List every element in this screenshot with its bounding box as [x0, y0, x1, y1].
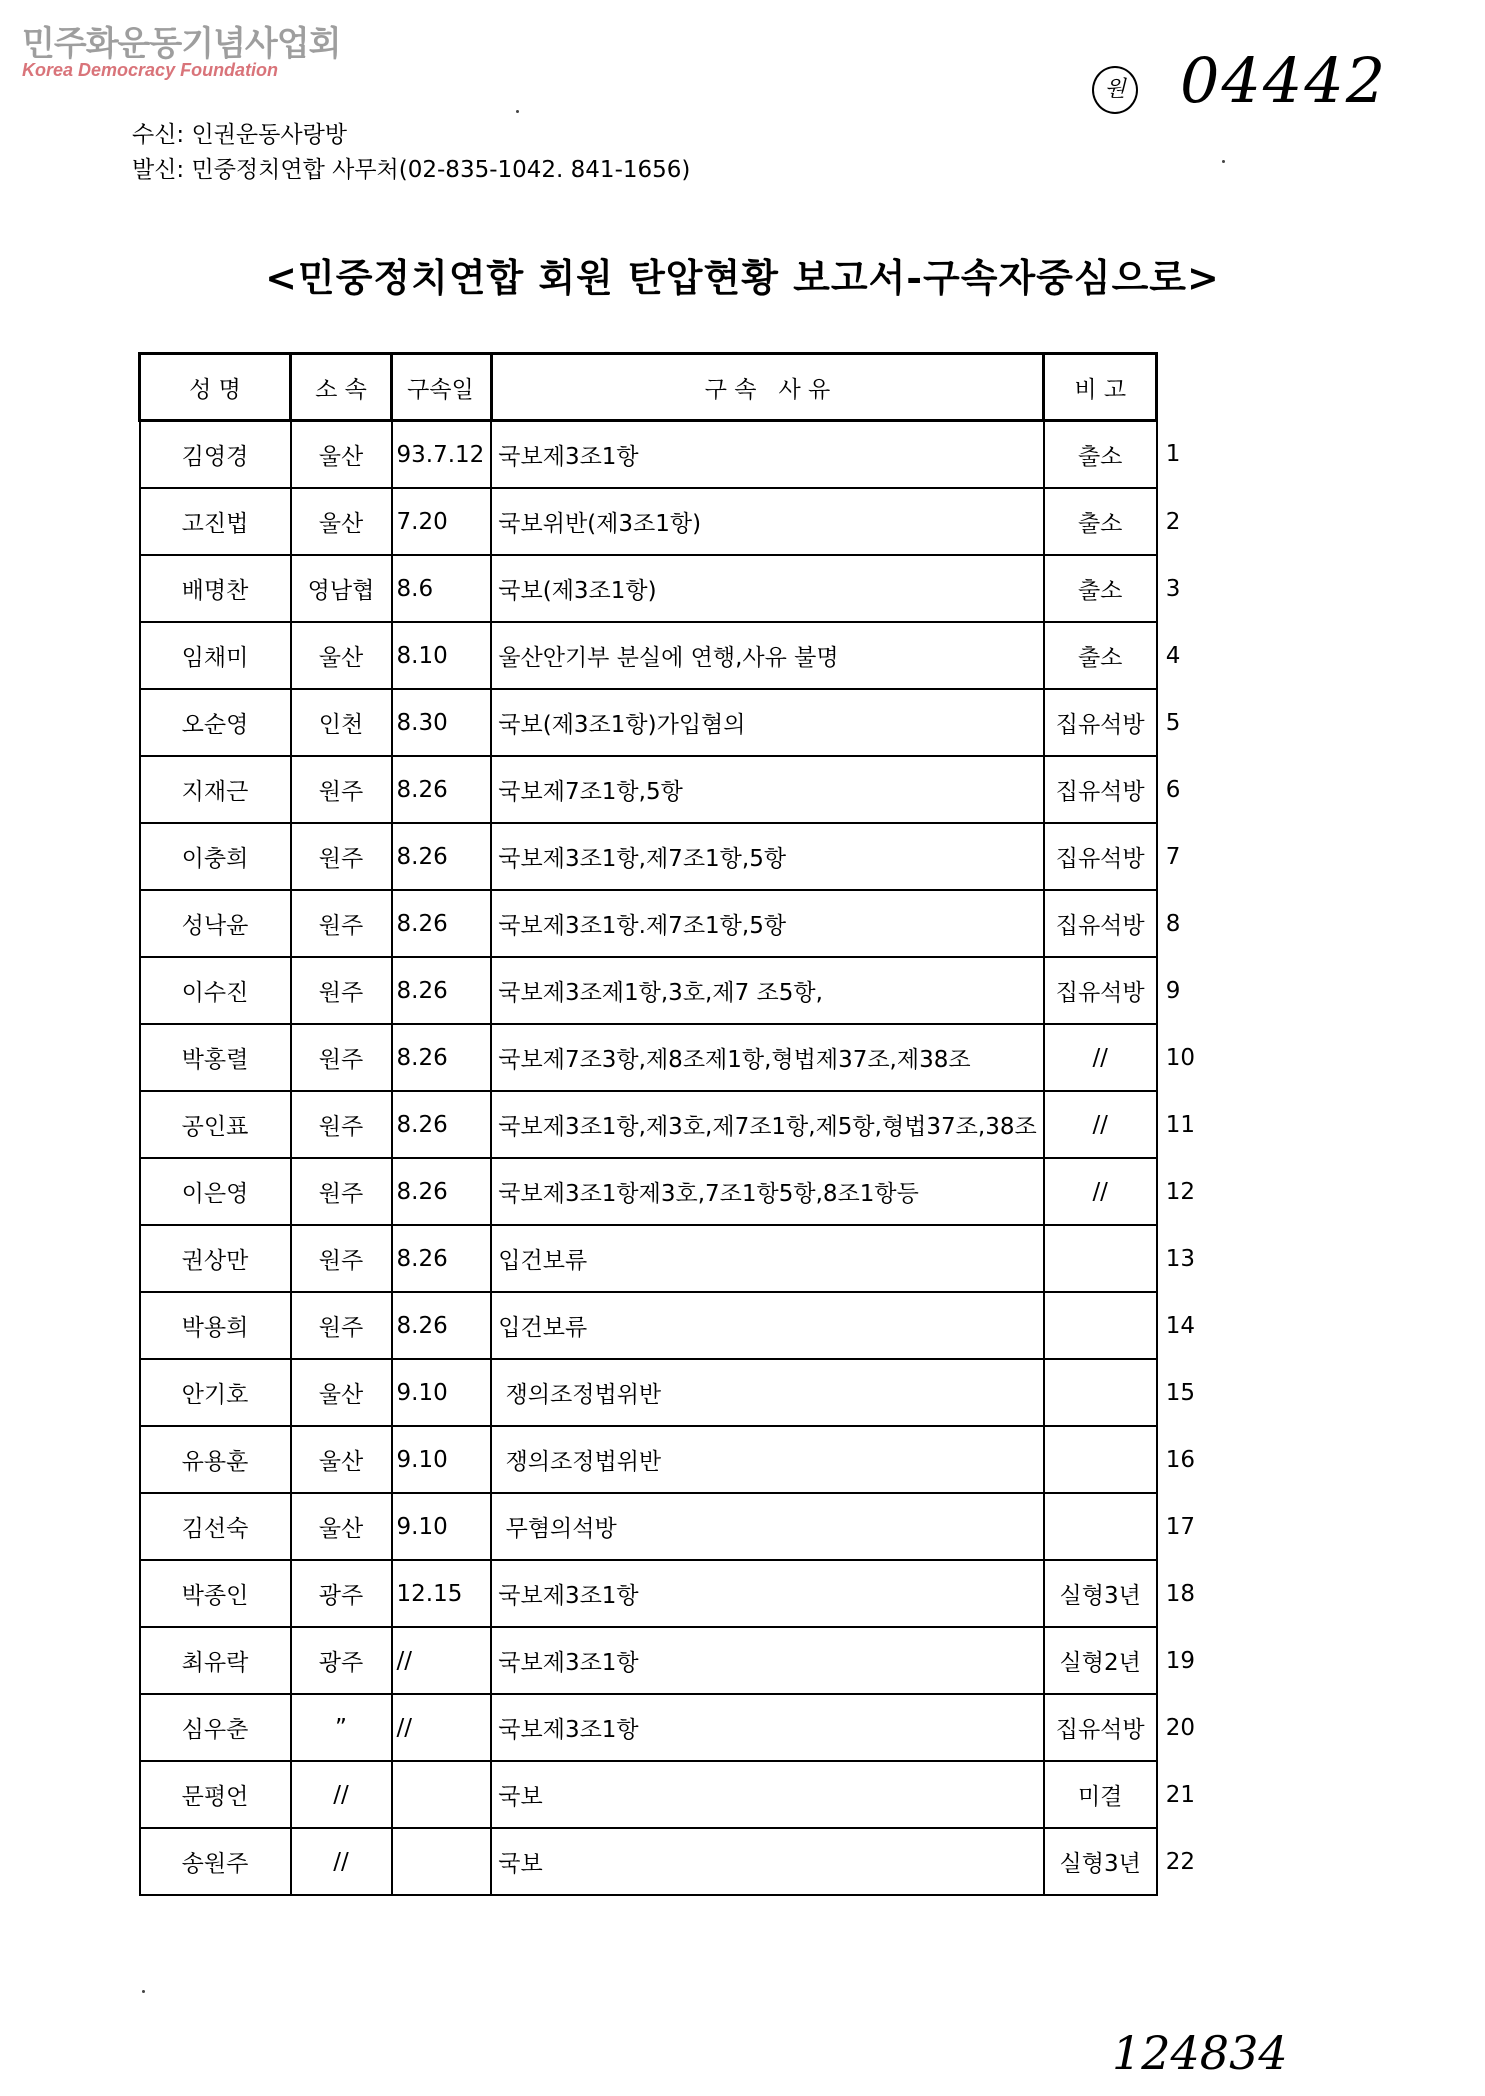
table-header-row	[140, 354, 1213, 421]
cell-arrest-date: 8.26	[392, 1091, 492, 1158]
cell-note: 출소	[1044, 421, 1157, 489]
table-row	[140, 1292, 1213, 1359]
cell-name: 박종인	[140, 1560, 291, 1627]
cell-name: 박홍렬	[140, 1024, 291, 1091]
cell-arrest-date: 8.6	[392, 555, 492, 622]
cell-affiliation: 원주	[291, 957, 392, 1024]
cell-note	[1044, 1426, 1157, 1493]
table-row	[140, 689, 1213, 756]
cell-affiliation: 원주	[291, 890, 392, 957]
cell-arrest-date	[392, 1761, 492, 1828]
cell-name: 공인표	[140, 1091, 291, 1158]
table-row	[140, 622, 1213, 689]
table-row	[140, 1560, 1213, 1627]
row-index: 22	[1165, 1848, 1195, 1875]
cell-affiliation: //	[291, 1828, 392, 1895]
table-row	[140, 756, 1213, 823]
row-index: 2	[1165, 508, 1181, 535]
cell-note: 실형3년	[1044, 1828, 1157, 1895]
cell-affiliation: 울산	[291, 1359, 392, 1426]
cell-arrest-date: 9.10	[392, 1359, 492, 1426]
table-row	[140, 1694, 1213, 1761]
header-name: 성 명	[140, 354, 291, 421]
table-row	[140, 1091, 1213, 1158]
row-index: 19	[1165, 1647, 1195, 1674]
table-row	[140, 1359, 1213, 1426]
cell-name: 김선숙	[140, 1493, 291, 1560]
cell-arrest-date: 9.10	[392, 1426, 492, 1493]
row-index: 18	[1165, 1580, 1195, 1607]
cell-affiliation: 원주	[291, 756, 392, 823]
cell-name: 김영경	[140, 421, 291, 489]
cell-arrest-date: 8.26	[392, 1158, 492, 1225]
cell-name: 안기호	[140, 1359, 291, 1426]
cell-name: 이은영	[140, 1158, 291, 1225]
row-index: 15	[1165, 1379, 1195, 1406]
table-row	[140, 1158, 1213, 1225]
cell-reason: 국보	[491, 1761, 1043, 1828]
cell-name: 성낙윤	[140, 890, 291, 957]
cell-name: 배명찬	[140, 555, 291, 622]
table-row	[140, 1493, 1213, 1560]
table-row	[140, 1828, 1213, 1895]
cell-affiliation: 광주	[291, 1560, 392, 1627]
cell-affiliation: 원주	[291, 1225, 392, 1292]
stamp-mark: 원	[1092, 66, 1138, 114]
cell-affiliation: 울산	[291, 622, 392, 689]
cell-note	[1044, 1292, 1157, 1359]
table-row	[140, 488, 1213, 555]
cell-affiliation: 광주	[291, 1627, 392, 1694]
table-row	[140, 1024, 1213, 1091]
scan-speck	[142, 1990, 145, 1993]
cell-arrest-date: 8.26	[392, 890, 492, 957]
cell-note: 집유석방	[1044, 957, 1157, 1024]
header-note: 비 고	[1044, 354, 1157, 421]
row-index: 12	[1165, 1178, 1195, 1205]
cell-reason: 국보제3조1항	[491, 1694, 1043, 1761]
row-index: 8	[1165, 910, 1181, 937]
cell-reason: 국보제3조제1항,3호,제7 조5항,	[491, 957, 1043, 1024]
cell-reason: 쟁의조정법위반	[491, 1359, 1043, 1426]
cell-affiliation: 원주	[291, 1158, 392, 1225]
cell-arrest-date: 8.26	[392, 957, 492, 1024]
cell-arrest-date	[392, 1828, 492, 1895]
cell-affiliation: 울산	[291, 1426, 392, 1493]
cell-arrest-date: 7.20	[392, 488, 492, 555]
cell-reason: 국보제3조1항,제7조1항,5항	[491, 823, 1043, 890]
cell-arrest-date: 9.10	[392, 1493, 492, 1560]
row-index: 6	[1165, 776, 1181, 803]
cell-reason: 국보위반(제3조1항)	[491, 488, 1043, 555]
cell-name: 문평언	[140, 1761, 291, 1828]
cell-note: 집유석방	[1044, 823, 1157, 890]
cell-reason: 입건보류	[491, 1225, 1043, 1292]
row-index: 11	[1165, 1111, 1195, 1138]
header-reason: 구 속 사 유	[491, 354, 1043, 421]
cell-note: 집유석방	[1044, 689, 1157, 756]
row-index: 14	[1165, 1312, 1195, 1339]
cell-note	[1044, 1225, 1157, 1292]
cell-note: 실형2년	[1044, 1627, 1157, 1694]
table-row	[140, 555, 1213, 622]
cell-name: 유용훈	[140, 1426, 291, 1493]
row-index: 7	[1165, 843, 1181, 870]
cell-reason: 국보	[491, 1828, 1043, 1895]
cell-affiliation: 인천	[291, 689, 392, 756]
row-index: 4	[1165, 642, 1181, 669]
table-row	[140, 1426, 1213, 1493]
cell-reason: 입건보류	[491, 1292, 1043, 1359]
table-row	[140, 421, 1213, 489]
cell-name: 임채미	[140, 622, 291, 689]
cell-affiliation: 영남협	[291, 555, 392, 622]
table-row	[140, 1627, 1213, 1694]
cell-note: 출소	[1044, 555, 1157, 622]
detainee-table	[138, 352, 1214, 1896]
sender-line: 발신: 민중정치연합 사무처(02-835-1042. 841-1656)	[132, 157, 691, 183]
cell-note: //	[1044, 1091, 1157, 1158]
cell-name: 박용희	[140, 1292, 291, 1359]
foundation-logo-english: Korea Democracy Foundation	[22, 60, 279, 80]
cell-note: //	[1044, 1158, 1157, 1225]
foundation-logo-korean: 민주화운동기념사업회	[22, 24, 341, 64]
cell-affiliation: ”	[291, 1694, 392, 1761]
cell-name: 심우춘	[140, 1694, 291, 1761]
cell-name: 지재근	[140, 756, 291, 823]
header-affiliation: 소 속	[291, 354, 392, 421]
scan-speck	[516, 110, 519, 113]
table-row	[140, 1225, 1213, 1292]
cell-reason: 국보제3조1항제3호,7조1항5항,8조1항등	[491, 1158, 1043, 1225]
row-index: 10	[1165, 1044, 1195, 1071]
cell-note: //	[1044, 1024, 1157, 1091]
cell-note: 실형3년	[1044, 1560, 1157, 1627]
handwritten-document-number: 04442	[1180, 44, 1388, 117]
cell-reason: 무혐의석방	[491, 1493, 1043, 1560]
handwritten-page-number: 124834	[1112, 2026, 1288, 2080]
cell-reason: 국보제3조1항.제7조1항,5항	[491, 890, 1043, 957]
scan-speck	[1222, 160, 1225, 163]
row-index: 21	[1165, 1781, 1195, 1808]
row-index: 9	[1165, 977, 1181, 1004]
cell-arrest-date: 8.26	[392, 1024, 492, 1091]
cell-reason: 국보제3조1항,제3호,제7조1항,제5항,형법37조,38조	[491, 1091, 1043, 1158]
cell-arrest-date: 8.26	[392, 1292, 492, 1359]
cell-note: 출소	[1044, 622, 1157, 689]
cell-reason: 국보제7조3항,제8조제1항,형법제37조,제38조	[491, 1024, 1043, 1091]
cell-arrest-date: 8.30	[392, 689, 492, 756]
table-row	[140, 957, 1213, 1024]
row-index: 1	[1165, 441, 1181, 468]
cell-arrest-date: 8.26	[392, 823, 492, 890]
cell-arrest-date: 12.15	[392, 1560, 492, 1627]
row-index: 17	[1165, 1513, 1195, 1540]
cell-affiliation: 원주	[291, 1024, 392, 1091]
row-index: 20	[1165, 1714, 1195, 1741]
cell-name: 오순영	[140, 689, 291, 756]
cell-reason: 국보(제3조1항)	[491, 555, 1043, 622]
cell-affiliation: 원주	[291, 823, 392, 890]
cell-affiliation: 울산	[291, 1493, 392, 1560]
cell-reason: 국보제3조1항	[491, 421, 1043, 489]
cell-affiliation: 울산	[291, 421, 392, 489]
cell-affiliation: 원주	[291, 1091, 392, 1158]
cell-arrest-date: //	[392, 1694, 492, 1761]
cell-affiliation: 울산	[291, 488, 392, 555]
table-row	[140, 890, 1213, 957]
header-arrest-date: 구속일	[392, 354, 492, 421]
header-index	[1157, 354, 1213, 421]
cell-reason: 국보제7조1항,5항	[491, 756, 1043, 823]
cell-note: 집유석방	[1044, 1694, 1157, 1761]
cell-arrest-date: 8.26	[392, 1225, 492, 1292]
cell-note: 미결	[1044, 1761, 1157, 1828]
row-index: 5	[1165, 709, 1181, 736]
cell-name: 최유락	[140, 1627, 291, 1694]
cell-reason: 국보제3조1항	[491, 1560, 1043, 1627]
cell-arrest-date: 8.26	[392, 756, 492, 823]
cell-arrest-date: 8.10	[392, 622, 492, 689]
table-body	[140, 421, 1213, 1896]
cell-name: 권상만	[140, 1225, 291, 1292]
cell-reason: 울산안기부 분실에 연행,사유 불명	[491, 622, 1043, 689]
document-title: <민중정치연합 회원 탄압현황 보고서-구속자중심으로>	[265, 255, 1220, 300]
cell-arrest-date: //	[392, 1627, 492, 1694]
cell-note: 집유석방	[1044, 890, 1157, 957]
row-index: 3	[1165, 575, 1181, 602]
cell-note	[1044, 1359, 1157, 1426]
cell-note: 출소	[1044, 488, 1157, 555]
cell-note: 집유석방	[1044, 756, 1157, 823]
cell-name: 고진법	[140, 488, 291, 555]
cell-name: 이수진	[140, 957, 291, 1024]
row-index: 13	[1165, 1245, 1195, 1272]
cell-name: 송원주	[140, 1828, 291, 1895]
table-row	[140, 1761, 1213, 1828]
cell-name: 이충희	[140, 823, 291, 890]
cell-affiliation: //	[291, 1761, 392, 1828]
recipient-line: 수신: 인권운동사랑방	[132, 122, 348, 148]
table-row	[140, 823, 1213, 890]
cell-reason: 국보(제3조1항)가입혐의	[491, 689, 1043, 756]
cell-affiliation: 원주	[291, 1292, 392, 1359]
row-index: 16	[1165, 1446, 1195, 1473]
cell-reason: 국보제3조1항	[491, 1627, 1043, 1694]
cell-note	[1044, 1493, 1157, 1560]
cell-reason: 쟁의조정법위반	[491, 1426, 1043, 1493]
cell-arrest-date: 93.7.12	[392, 421, 492, 489]
